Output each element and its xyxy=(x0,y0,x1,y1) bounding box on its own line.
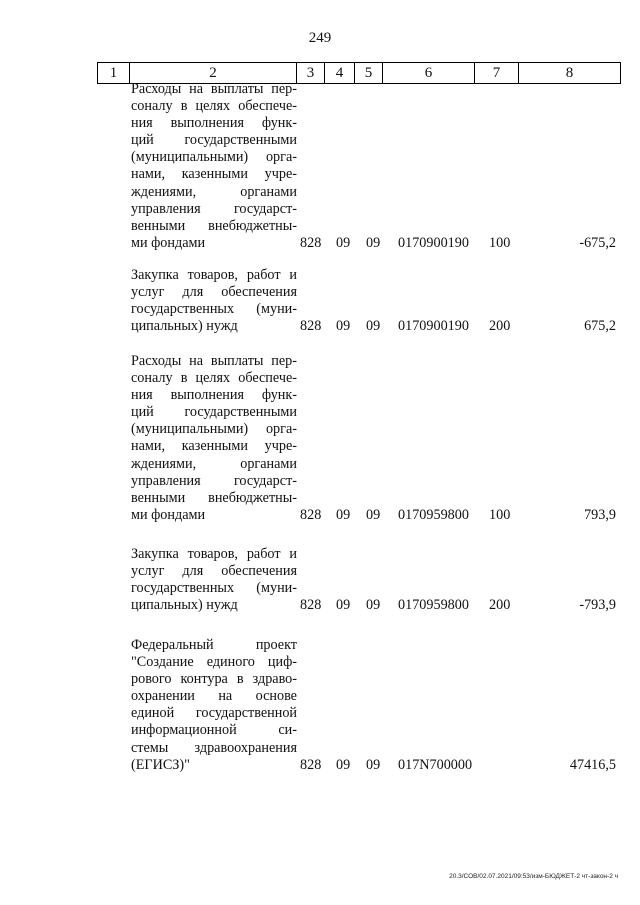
table-row xyxy=(0,546,640,637)
cell-section: 09 xyxy=(336,597,351,613)
desc-line: (ЕГИСЗ)" xyxy=(131,756,190,773)
desc-line: государственных (муни- xyxy=(131,580,297,597)
cell-target-code: 0170959800 xyxy=(398,507,469,523)
cell-amount: 675,2 xyxy=(584,318,616,334)
row-description xyxy=(131,81,297,252)
desc-line: соналу в целях обеспече- xyxy=(131,370,297,387)
header-col-5: 5 xyxy=(355,63,383,83)
desc-line: ципальных) нужд xyxy=(131,597,238,614)
table-row xyxy=(0,353,640,546)
desc-line: "Создание единого циф- xyxy=(131,654,297,671)
document-footer-stamp: 20.3/СОВ/02.07.2021/09:53/изм-БЮДЖЕТ-2 чт-закон-2 ч xyxy=(449,873,618,880)
desc-line: ций государственными xyxy=(131,132,297,149)
desc-line: услуг для обеспечения xyxy=(131,284,297,301)
desc-line: охранении на основе xyxy=(131,688,297,705)
header-col-4: 4 xyxy=(325,63,355,83)
cell-target-code: 0170900190 xyxy=(398,235,469,251)
header-col-8: 8 xyxy=(565,65,574,81)
table-row xyxy=(0,637,640,797)
desc-line: Закупка товаров, работ и xyxy=(131,546,297,562)
cell-subsection: 09 xyxy=(366,318,381,334)
header-col-7: 7 xyxy=(475,63,519,83)
desc-line: Расходы на выплаты пер- xyxy=(131,353,297,369)
cell-expense-type: 100 xyxy=(489,235,511,251)
desc-line: ния выполнения функ- xyxy=(131,115,297,132)
desc-line: информационной си- xyxy=(131,722,297,739)
cell-subsection: 09 xyxy=(366,597,381,613)
cell-section: 09 xyxy=(336,235,351,251)
cell-subsection: 09 xyxy=(366,757,381,773)
desc-line: ми фондами xyxy=(131,506,206,523)
desc-line: соналу в целях обеспече- xyxy=(131,98,297,115)
desc-line: ципальных) нужд xyxy=(131,318,238,335)
header-col-3: 3 xyxy=(297,63,325,83)
header-col-2: 2 xyxy=(130,63,297,83)
cell-ministry-code: 828 xyxy=(300,597,322,613)
desc-line: ждениями, органами xyxy=(131,183,297,200)
desc-line: управления государст- xyxy=(131,472,297,489)
desc-line: (муниципальными) орга- xyxy=(131,421,297,438)
cell-section: 09 xyxy=(336,757,351,773)
row-description xyxy=(131,353,297,524)
row-description xyxy=(131,267,297,335)
cell-target-code: 0170959800 xyxy=(398,597,469,613)
desc-line: венными внебюджетны- xyxy=(131,217,297,234)
cell-subsection: 09 xyxy=(366,235,381,251)
desc-line: нами, казенными учре- xyxy=(131,438,297,455)
desc-line: ми фондами xyxy=(131,234,206,251)
desc-line: ния выполнения функ- xyxy=(131,387,297,404)
desc-line: Федеральный проект xyxy=(131,637,297,653)
desc-line: венными внебюджетны- xyxy=(131,489,297,506)
desc-line: ций государственными xyxy=(131,404,297,421)
cell-amount: -793,9 xyxy=(579,597,616,613)
row-description xyxy=(131,637,297,774)
desc-line: нами, казенными учре- xyxy=(131,166,297,183)
desc-line: государственных (муни- xyxy=(131,301,297,318)
cell-ministry-code: 828 xyxy=(300,507,322,523)
cell-section: 09 xyxy=(336,507,351,523)
cell-amount: 47416,5 xyxy=(569,757,616,773)
table-row xyxy=(0,81,640,267)
desc-line: (муниципальными) орга- xyxy=(131,149,297,166)
page-number: 249 xyxy=(308,30,332,46)
cell-amount: -675,2 xyxy=(579,235,616,251)
table-row xyxy=(0,267,640,353)
cell-amount: 793,9 xyxy=(584,507,616,523)
desc-line: единой государственной xyxy=(131,705,297,722)
desc-line: Расходы на выплаты пер- xyxy=(131,81,297,97)
cell-expense-type: 100 xyxy=(489,507,511,523)
cell-subsection: 09 xyxy=(366,507,381,523)
cell-ministry-code: 828 xyxy=(300,318,322,334)
cell-target-code: 017N700000 xyxy=(398,757,473,773)
cell-ministry-code: 828 xyxy=(300,757,322,773)
desc-line: услуг для обеспечения xyxy=(131,563,297,580)
cell-ministry-code: 828 xyxy=(300,235,322,251)
desc-line: стемы здравоохранения xyxy=(131,739,297,756)
desc-line: рового контура в здраво- xyxy=(131,671,297,688)
desc-line: управления государст- xyxy=(131,200,297,217)
row-description xyxy=(131,546,297,614)
table-body xyxy=(0,81,640,797)
header-col-1: 1 xyxy=(98,63,130,83)
header-col-6: 6 xyxy=(383,63,475,83)
cell-target-code: 0170900190 xyxy=(398,318,469,334)
cell-expense-type: 200 xyxy=(489,318,511,334)
desc-line: Закупка товаров, работ и xyxy=(131,267,297,283)
desc-line: ждениями, органами xyxy=(131,455,297,472)
cell-section: 09 xyxy=(336,318,351,334)
cell-expense-type: 200 xyxy=(489,597,511,613)
